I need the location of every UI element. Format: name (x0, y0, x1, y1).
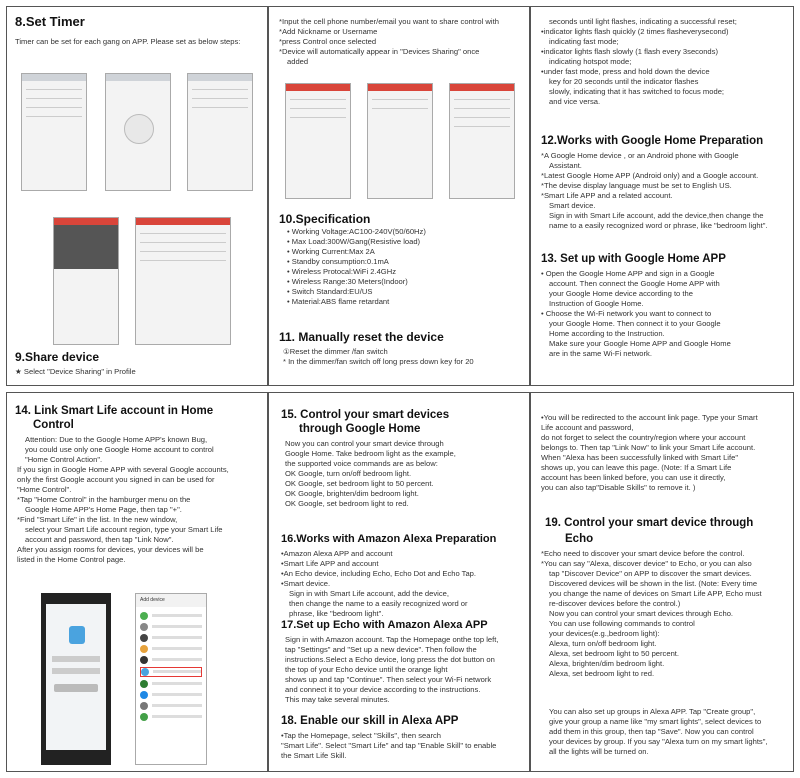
text-line: Google Home. Take bedroom light as the example, (285, 449, 456, 459)
text-line: key for 20 seconds until the indicator flashes (549, 77, 699, 87)
text-line: instructions.Select a Echo device, long press the dot button on (285, 655, 495, 665)
text-line: listed in the Home Control page. (17, 555, 126, 565)
text-line: account. Then connect the Google Home APP with (549, 279, 720, 289)
text-line: Sign in with Smart Life account, add the device,then change the (549, 211, 764, 221)
section-13-title: 13. Set up with Google Home APP (541, 253, 726, 265)
text-line: you change the name of devices on Smart Life APP, Echo must (549, 589, 762, 599)
spec-item: • Working Current:Max 2A (287, 247, 375, 257)
text-line: name to a easily recognized word or phrase, like "bedroom light". (549, 221, 768, 231)
text-line: Home according to the Instruction. (549, 329, 665, 339)
text-line: Alexa, turn on/off bedroom light. (549, 639, 657, 649)
text-line: only the first Google account you signed in can be used for (17, 475, 215, 485)
text-line: •under fast mode, press and hold down the device (541, 67, 710, 77)
text-line: you can also tap"Disable Skills" to remove it. ) (541, 483, 696, 493)
text-line: re-discover devices before the control.) (549, 599, 681, 609)
text-line: phrase, like "bedroom light". (289, 609, 384, 619)
phone-screenshot (105, 73, 171, 191)
text-line: indicating hotspot mode; (549, 57, 632, 67)
phone-screenshot (367, 83, 433, 199)
spec-item: • Material:ABS flame retardant (287, 297, 390, 307)
text-line: you could use only one Google Home account to control (25, 445, 214, 455)
text-line: •Amazon Alexa APP and account (281, 549, 393, 558)
phone-screenshot (135, 593, 207, 765)
text-line: *Echo need to discover your smart device before the control. (541, 549, 745, 558)
text-line: tap "Settings" and "Set up a new device". Then follow the (285, 645, 477, 655)
text-line: This may take several minutes. (285, 695, 390, 705)
text-line: Instruction of Google Home. (549, 299, 644, 309)
text-line: • Choose the Wi-Fi network you want to connect to (541, 309, 712, 319)
text-line: ①Reset the dimmer /fan switch (283, 347, 388, 356)
text-line: *press Control once selected (279, 37, 377, 47)
text-line: select your Smart Life account region, type your Smart Life (25, 525, 223, 535)
section-15-title: 15. Control your smart devices (281, 409, 450, 421)
section-12-title: 12.Works with Google Home Preparation (541, 135, 764, 147)
text-line: Google Home APP's Home Page, then tap "+". (25, 505, 182, 515)
text-line: your Google Home. Then connect it to your Google (549, 319, 721, 329)
section-8-title: 8.Set Timer (15, 14, 85, 29)
text-line: After you assign rooms for devices, your devices will be (17, 545, 204, 555)
section-19-title: 19. Control your smart device through (545, 517, 754, 529)
text-line: "Home Control Action". (25, 455, 103, 465)
text-line: Alexa, brighten/dim bedroom light. (549, 659, 665, 669)
panel-echo-control (530, 392, 794, 772)
text-line: *Latest Google Home APP (Android only) and a Google account. (541, 171, 759, 181)
text-line: When "Alexa has been successfully linked with Smart Life" (541, 453, 739, 463)
panel-alexa-setup (268, 392, 530, 772)
text-line: OK Google, set bedroom light to red. (285, 499, 409, 509)
text-line: slowly, indicating that it has switched to focus mode; (549, 87, 725, 97)
text-line: •Smart device. (281, 579, 331, 589)
text-line: account and password, then tap "Link Now". (25, 535, 174, 545)
section-16-title: 16.Works with Amazon Alexa Preparation (281, 533, 497, 545)
text-line: the Smart Life Skill. (281, 751, 347, 761)
text-line: your Google Home device according to the (549, 289, 693, 299)
text-line: added (287, 57, 309, 67)
spec-item: • Max Load:300W/Gang(Resistive load) (287, 237, 421, 247)
text-line: •Smart Life APP and account (281, 559, 379, 569)
section-19-title-line2: Echo (565, 533, 594, 545)
text-line: Now you can control your smart devices through Echo. (549, 609, 734, 619)
text-line: Alexa, set bedroom light to red. (549, 669, 655, 679)
text-line: belongs to. Then tap "Link Now" to link your Smart Life account. (541, 443, 756, 453)
text-line: •indicator lights flash quickly (2 times flasheverysecond) (541, 27, 729, 37)
text-line: *Tap "Home Control" in the hamburger menu on the (17, 495, 191, 505)
text-line: OK Google, brighten/dim bedroom light. (285, 489, 419, 499)
text-line: Sign in with Amazon account. Tap the Homepage onthe top left, (285, 635, 499, 644)
phone-screenshot (187, 73, 253, 191)
phone-screenshot (449, 83, 515, 199)
text-line: •indicator lights flash slowly (1 flash every 3seconds) (541, 47, 718, 57)
text-line: *Input the cell phone number/email you want to share control with (279, 17, 499, 26)
section-18-title: 18. Enable our skill in Alexa APP (281, 715, 459, 727)
text-line: *You can say "Alexa, discover device" to Echo, or you can also (541, 559, 752, 569)
text-line: Make sure your Google Home APP and Google Home (549, 339, 731, 349)
section-14-title-line2: Control (33, 419, 74, 431)
text-line: • Open the Google Home APP and sign in a Google (541, 269, 715, 278)
text-line: OK Google, set bedroom light to 50 percent. (285, 479, 434, 489)
section-15-title-line2: through Google Home (299, 423, 421, 435)
text-line: *Find "Smart Life" in the list. In the new window, (17, 515, 178, 525)
spec-item: • Wireless Protocal:WiFi 2.4GHz (287, 267, 396, 277)
text-line: account has been linked before, you can use it directly, (541, 473, 726, 483)
text-line: and vice versa. (549, 97, 601, 107)
spec-item: • Standby consumption:0.1mA (287, 257, 389, 267)
text-line: the supported voice commands are as below: (285, 459, 438, 469)
text-line: Sign in with Smart Life account, add the device, (289, 589, 449, 599)
text-line: Smart device. (549, 201, 596, 211)
text-line: Discovered devices will be shown in the list. (Note: Every time (549, 579, 758, 589)
phone-screenshot (41, 593, 111, 765)
text-line: •You will be redirected to the account link page. Type your Smart (541, 413, 758, 422)
text-line: your devices by group. If you say "Alexa turn on my smart lights", (549, 737, 768, 747)
phone-screenshot (135, 217, 231, 345)
spec-item: • Switch Standard:EU/US (287, 287, 373, 297)
panel-share-spec (268, 6, 530, 386)
text-line: seconds until light flashes, indicating a successful reset; (549, 17, 737, 26)
section-10-title: 10.Specification (279, 212, 371, 226)
text-line: and connect it to your device according to the instructions. (285, 685, 481, 695)
text-line: do not forget to select the country/region where your account (541, 433, 746, 443)
text-line: *Smart Life APP and a related account. (541, 191, 673, 201)
text-line: If you sign in Google Home APP with several Google accounts, (17, 465, 229, 475)
text-line: *A Google Home device , or an Android phone with Google (541, 151, 739, 160)
panel-link-smart-life (6, 392, 268, 772)
panel-set-timer (6, 6, 268, 386)
text-line: shows up, you can leave this page. (Note: If a Smart Life (541, 463, 732, 473)
section-11-title: 11. Manually reset the device (279, 330, 444, 344)
text-line: tap "Discover Device" on APP to discover the smart devices. (549, 569, 752, 579)
text-line: all the lights will be turned on. (549, 747, 649, 757)
section-9-body: ★ Select "Device Sharing" in Profile (15, 367, 136, 376)
text-line: Assistant. (549, 161, 582, 171)
text-line: You can use following commands to control (549, 619, 695, 629)
text-line: *Device will automatically appear in "Devices Sharing" once (279, 47, 480, 57)
spec-item: • Working Voltage:AC100-240V(50/60Hz) (287, 227, 426, 236)
text-line: then change the name to a easily recognized word or (289, 599, 468, 609)
text-line: Now you can control your smart device through (285, 439, 444, 448)
text-line: your devices(e.g.,bedroom light): (549, 629, 660, 639)
text-line: "Home Control". (17, 485, 72, 495)
text-line: * In the dimmer/fan switch off long press down key for 20 (283, 357, 474, 367)
text-line: add them in this group, then tap "Save". Now you can control (549, 727, 754, 737)
app-header: Add device (136, 594, 206, 607)
phone-screenshot (21, 73, 87, 191)
text-line: •Tap the Homepage, select "Skills", then search (281, 731, 442, 740)
text-line: "Smart Life". Select "Smart Life" and tap "Enable Skill" to enable (281, 741, 497, 751)
phone-screenshot (285, 83, 351, 199)
text-line: indicating fast mode; (549, 37, 619, 47)
section-9-title: 9.Share device (15, 350, 100, 364)
text-line: are in the same Wi-Fi network. (549, 349, 652, 359)
text-line: Attention: Due to the Google Home APP's known Bug, (25, 435, 208, 444)
text-line: OK Google, turn on/off bedroom light. (285, 469, 412, 479)
spec-item: • Wireless Range:30 Meters(Indoor) (287, 277, 408, 287)
phone-screenshot (53, 217, 119, 345)
section-14-title: 14. Link Smart Life account in Home (15, 405, 214, 417)
text-line: *Add Nickname or Username (279, 27, 378, 37)
section-8-body: Timer can be set for each gang on APP. Please set as below steps: (15, 37, 241, 46)
text-line: You can also set up groups in Alexa APP. Tap "Create group", (549, 707, 756, 716)
text-line: •An Echo device, including Echo, Echo Dot and Echo Tap. (281, 569, 477, 579)
text-line: Alexa, set bedroom light to 50 percent. (549, 649, 680, 659)
panel-google-home (530, 6, 794, 386)
text-line: *The devise display language must be set to English US. (541, 181, 732, 191)
text-line: give your group a name like "my smart lights", select devices to (549, 717, 762, 727)
section-17-title: 17.Set up Echo with Amazon Alexa APP (281, 619, 488, 631)
text-line: Life account and password, (541, 423, 634, 433)
text-line: shows up and tap "Continue". Then select your Wi-Fi network (285, 675, 492, 685)
text-line: the top of your Echo device until the orange light (285, 665, 448, 675)
